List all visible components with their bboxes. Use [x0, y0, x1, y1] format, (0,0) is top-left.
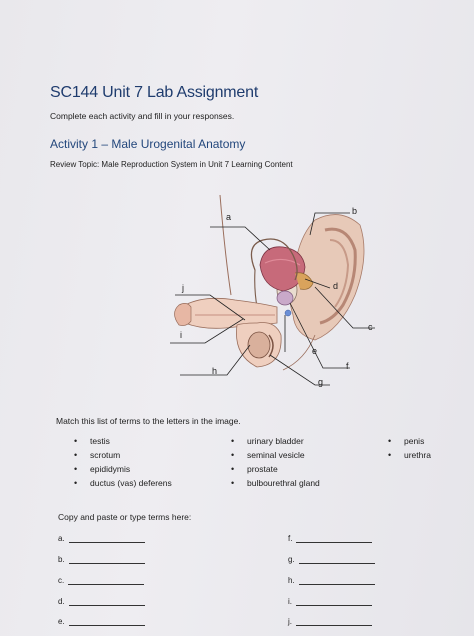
- answer-letter: a.: [58, 534, 65, 543]
- term-item: • seminal vesicle: [231, 448, 320, 462]
- answer-blank[interactable]: [69, 533, 145, 543]
- term-item: • prostate: [231, 462, 320, 476]
- term-item: • penis: [388, 434, 431, 448]
- answer-field-c[interactable]: [58, 575, 144, 585]
- answer-blank[interactable]: [296, 616, 372, 626]
- answer-blank[interactable]: [296, 533, 372, 543]
- figure-label-g: g: [318, 377, 324, 387]
- figure-label-d: d: [333, 281, 339, 291]
- terms-column-2: [231, 434, 320, 490]
- figure-label-i: i: [180, 330, 182, 340]
- answer-blank[interactable]: [68, 575, 144, 585]
- answer-field-h[interactable]: [288, 575, 375, 585]
- answer-field-a[interactable]: [58, 533, 145, 543]
- term-item: • ductus (vas) deferens: [74, 476, 172, 490]
- answer-field-e[interactable]: [58, 616, 145, 626]
- answer-field-j[interactable]: [288, 616, 372, 626]
- term-item: • urinary bladder: [231, 434, 320, 448]
- term-item: • urethra: [388, 448, 431, 462]
- answer-blank[interactable]: [69, 554, 145, 564]
- figure-label-j: j: [182, 283, 184, 293]
- review-topic: Review Topic: Male Reproduction System in Unit 7 Learning Content: [50, 160, 293, 169]
- answer-letter: d.: [58, 597, 65, 606]
- answer-letter: i.: [288, 597, 292, 606]
- answer-blank[interactable]: [299, 554, 375, 564]
- urogenital-anatomy-illustration: [165, 195, 375, 395]
- answer-letter: h.: [288, 576, 295, 585]
- answer-letter: c.: [58, 576, 65, 585]
- page-title: SC144 Unit 7 Lab Assignment: [50, 84, 259, 101]
- activity-title: Activity 1 – Male Urogenital Anatomy: [50, 137, 246, 151]
- figure-label-f: f: [346, 361, 349, 371]
- terms-column-3: [388, 434, 431, 462]
- match-instruction: Match this list of terms to the letters in the image.: [56, 416, 241, 426]
- term-item: • testis: [74, 434, 172, 448]
- answer-blank[interactable]: [296, 596, 372, 606]
- figure-label-c: c: [368, 322, 373, 332]
- answer-letter: b.: [58, 555, 65, 564]
- figure-label-b: b: [352, 206, 358, 216]
- answer-field-f[interactable]: [288, 533, 372, 543]
- answer-letter: e.: [58, 617, 65, 626]
- figure-label-h: h: [212, 366, 218, 376]
- answer-field-i[interactable]: [288, 596, 372, 606]
- answer-blank[interactable]: [299, 575, 375, 585]
- page-subtitle: Complete each activity and fill in your responses.: [50, 111, 235, 121]
- answer-field-g[interactable]: [288, 554, 375, 564]
- answer-field-d[interactable]: [58, 596, 145, 606]
- terms-column-1: [74, 434, 172, 490]
- answer-blank[interactable]: [69, 616, 145, 626]
- answer-letter: g.: [288, 555, 295, 564]
- answer-letter: j.: [288, 617, 292, 626]
- answer-blank[interactable]: [69, 596, 145, 606]
- term-item: • bulbourethral gland: [231, 476, 320, 490]
- answer-letter: f.: [288, 534, 293, 543]
- answer-field-b[interactable]: [58, 554, 145, 564]
- figure-label-a: a: [226, 212, 232, 222]
- term-item: • scrotum: [74, 448, 172, 462]
- term-item: • epididymis: [74, 462, 172, 476]
- figure-label-e: e: [312, 346, 318, 356]
- answers-instruction: Copy and paste or type terms here:: [58, 512, 192, 522]
